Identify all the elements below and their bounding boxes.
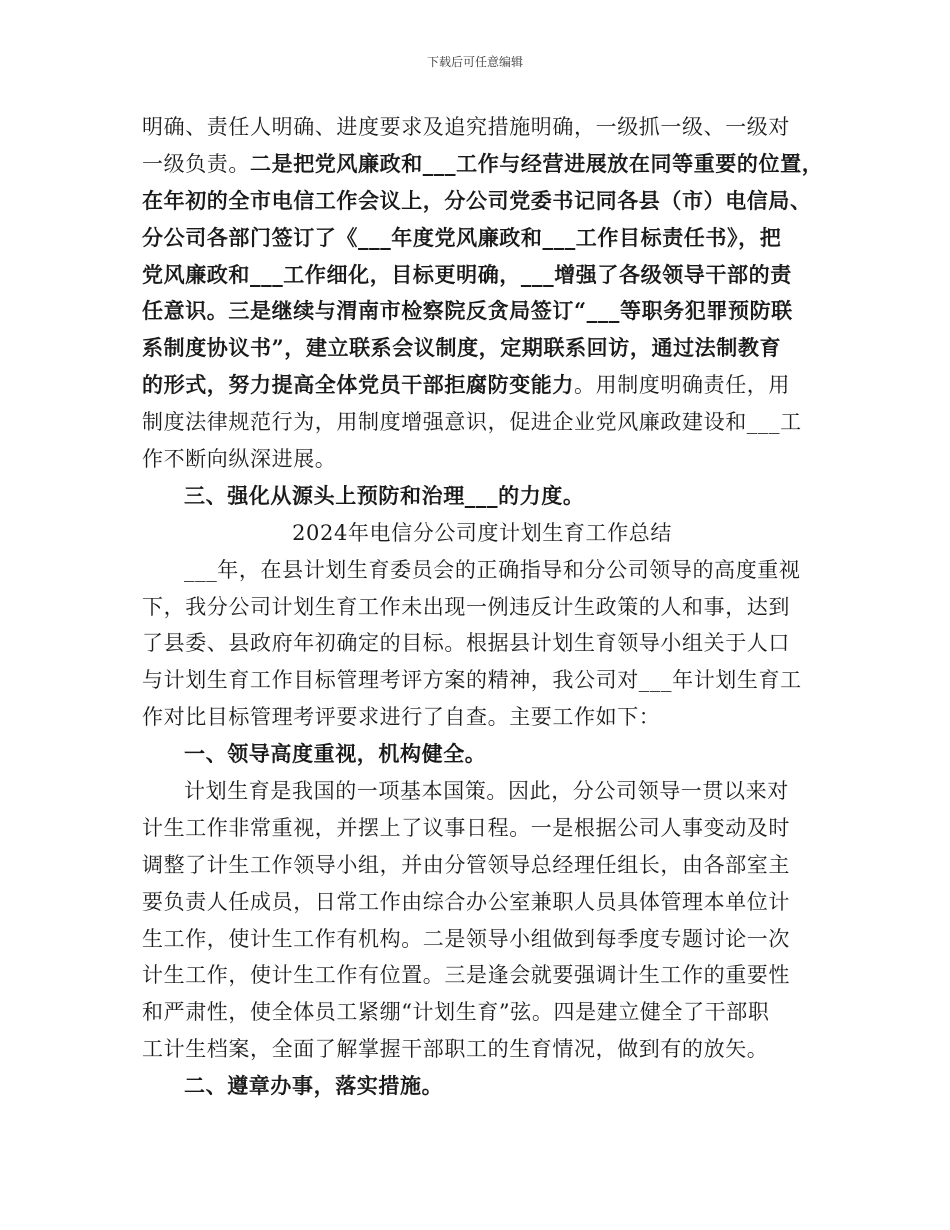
text-line	[142, 293, 822, 330]
bold-text-segment: 党风廉政和___工作细化，目标更明确，___增强了各级领导干部的责	[142, 261, 792, 287]
text-segment: 工计生档案，全面了解掌握干部职工的生育情况，做到有的放矢。	[142, 1037, 769, 1062]
text-line	[142, 478, 822, 515]
bold-text-segment: 三、强化从源头上预防和治理___的力度。	[184, 482, 585, 508]
text-line	[142, 1068, 822, 1105]
text-segment: 作对比目标管理考评要求进行了自查。主要工作如下：	[142, 705, 661, 730]
text-segment: ___年，在县计划生育委员会的正确指导和分公司领导的高度重视	[184, 557, 801, 582]
text-segment: 计生工作，使计生工作有位置。三是逢会就要强调计生工作的重要性	[142, 963, 790, 988]
text-line	[142, 847, 822, 884]
text-segment: 作不断向纵深进展。	[142, 447, 337, 472]
text-line	[142, 884, 822, 921]
text-line	[142, 183, 822, 220]
text-line	[142, 146, 822, 183]
text-line	[142, 220, 822, 257]
text-line	[142, 109, 822, 146]
bold-text-segment: 一、领导高度重视，机构健全。	[184, 741, 487, 767]
bold-text-segment: 分公司各部门签订了《___年度党风廉政和___工作目标责任书》，把	[142, 224, 782, 250]
text-line	[142, 957, 822, 994]
text-segment: 了县委、县政府年初确定的目标。根据县计划生育领导小组关于人口	[142, 631, 790, 656]
text-segment: 和严肃性，使全体员工紧绷“计划生育”弦。四是建立健全了干部职	[142, 1000, 770, 1025]
text-line	[142, 441, 822, 478]
text-line	[142, 773, 822, 810]
text-segment: 一级负责。	[142, 151, 250, 176]
text-line	[142, 662, 822, 699]
text-line	[142, 921, 822, 958]
text-segment: 明确、责任人明确、进度要求及追究措施明确，一级抓一级、一级对	[142, 115, 790, 139]
text-line	[142, 404, 822, 441]
bold-text-segment: 的形式，努力提高全体党员干部拒腐防变能力	[142, 372, 574, 398]
bold-text-segment: 系制度协议书”，建立联系会议制度，定期联系回访，通过法制教育	[142, 335, 782, 361]
text-line	[142, 736, 822, 773]
bold-text-segment: 二是把党风廉政和___工作与经营进展放在同等重要的位置，	[250, 150, 824, 176]
bold-text-segment: 在年初的全市电信工作会议上，分公司党委书记同各县（市）电信局、	[142, 187, 812, 213]
page-header: 下载后可任意编辑	[426, 55, 523, 69]
text-segment: 计生工作非常重视，并摆上了议事日程。一是根据公司人事变动及时	[142, 815, 790, 840]
document-title	[142, 515, 822, 552]
text-line	[142, 1031, 822, 1068]
text-segment: 下，我分公司计划生育工作未出现一例违反计生政策的人和事，达到	[142, 594, 790, 619]
text-line	[142, 589, 822, 626]
document-body	[142, 109, 822, 1105]
text-segment: 要负责人任成员，日常工作由综合办公室兼职人员具体管理本单位计	[142, 889, 790, 914]
text-line	[142, 994, 822, 1031]
text-segment: 与计划生育工作目标管理考评方案的精神，我公司对___年计划生育工	[142, 668, 802, 693]
text-segment: 。用制度明确责任，用	[574, 373, 790, 398]
bold-text-segment: 任意识。三是继续与渭南市检察院反贪局签订“___等职务犯罪预防联	[142, 298, 793, 324]
text-segment: 调整了计生工作领导小组，并由分管领导总经理任组长，由各部室主	[142, 852, 790, 877]
text-segment: 计划生育是我国的一项基本国策。因此，分公司领导一贯以来对	[184, 779, 789, 804]
text-line	[142, 552, 822, 589]
text-line	[142, 257, 822, 294]
text-segment: 制度法律规范行为，用制度增强意识，促进企业党风廉政建设和___工	[142, 410, 802, 435]
text-line	[142, 810, 822, 847]
text-line	[142, 699, 822, 736]
text-segment: 生工作，使计生工作有机构。二是领导小组做到每季度专题讨论一次	[142, 926, 790, 951]
text-line	[142, 367, 822, 404]
text-line	[142, 625, 822, 662]
bold-text-segment: 二、遵章办事，落实措施。	[184, 1073, 444, 1099]
text-line	[142, 330, 822, 367]
text-segment: 2024年电信分公司度计划生育工作总结	[292, 520, 672, 545]
